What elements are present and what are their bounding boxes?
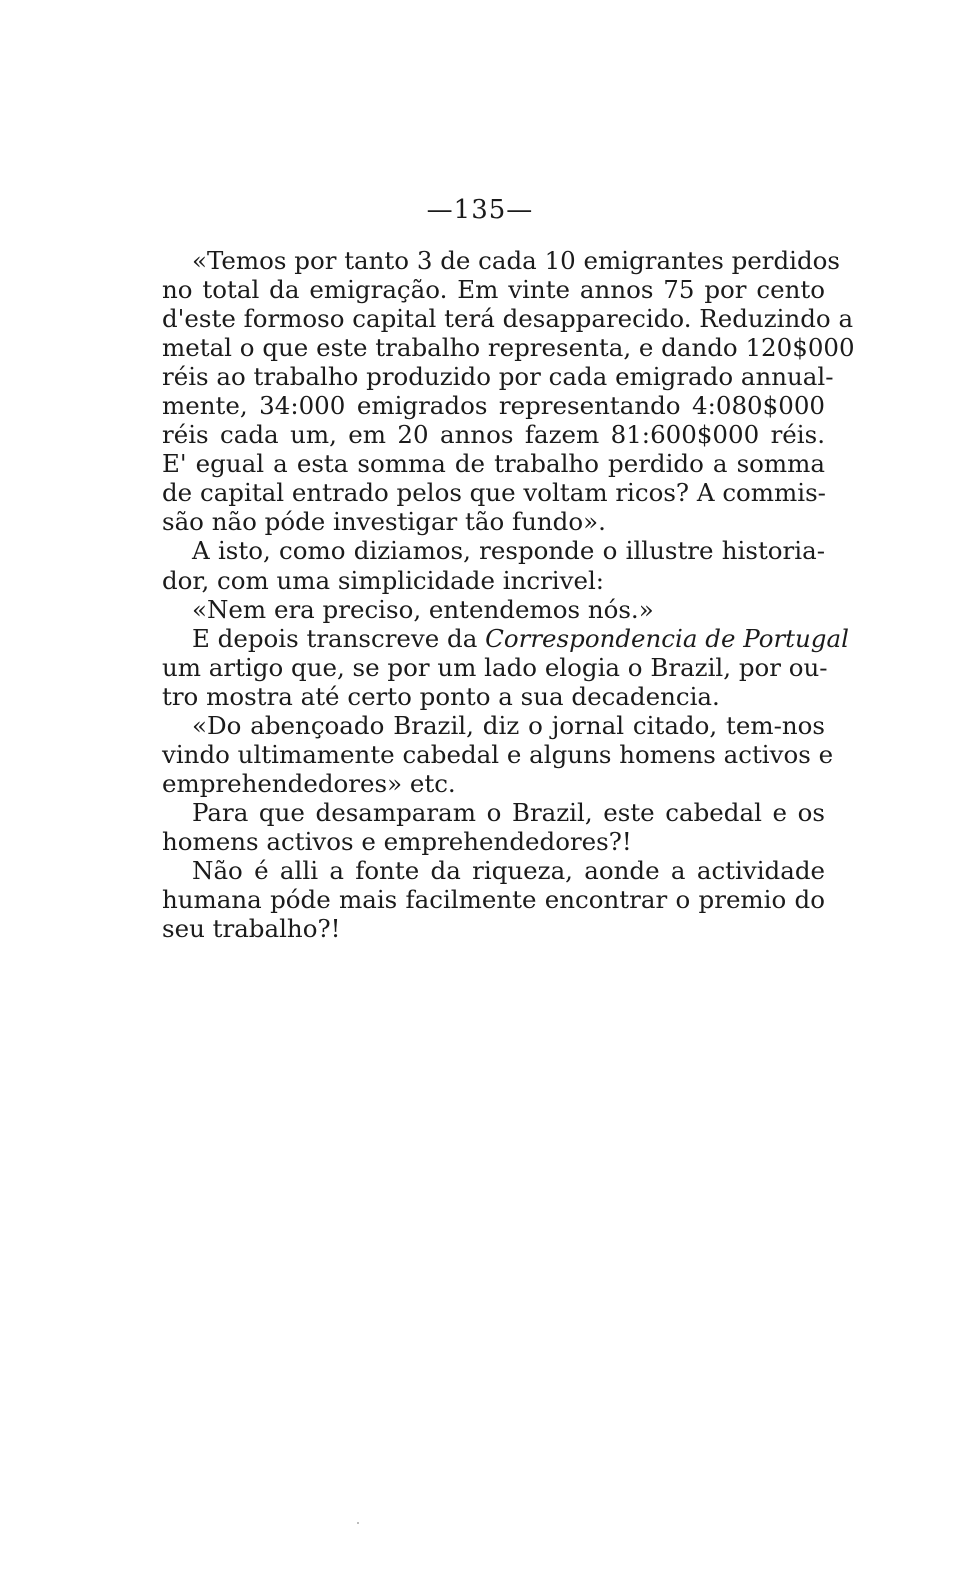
text-segment: E depois transcreve da [192, 623, 486, 653]
text-line: no total da emigração. Em vinte annos 75 por cento [162, 275, 825, 305]
text-line: «Temos por tanto 3 de cada 10 emigrantes perdidos [192, 246, 841, 275]
text-line: emprehendedores» etc. [162, 768, 456, 798]
text-line: são não póde investigar tão fundo». [162, 507, 606, 537]
text-line-with-italic [162, 623, 849, 653]
text-line: dor, com uma simplicidade incrivel: [162, 565, 605, 595]
text-line: homens activos e emprehendedores?! [162, 826, 632, 856]
text-line: vindo ultimamente cabedal e alguns homens activos e [162, 739, 834, 769]
page-number: —135— [426, 195, 534, 225]
text-line: Para que desamparam o Brazil, este cabedal e os [192, 797, 825, 827]
text-line: d'este formoso capital terá desapparecido. Reduzindo a [162, 304, 854, 334]
body-text [162, 246, 855, 944]
text-line: E' egual a esta somma de trabalho perdido a somma [162, 449, 825, 479]
text-line: Não é alli a fonte da riqueza, aonde a actividade [192, 855, 825, 885]
text-line: tro mostra até certo ponto a sua decadencia. [162, 681, 720, 711]
text-line: mente, 34:000 emigrados representando 4:080$000 [162, 391, 825, 421]
paper-speck [357, 1522, 359, 1524]
text-line: humana póde mais facilmente encontrar o premio do [162, 885, 825, 915]
text-line: A isto, como diziamos, responde o illustre historia- [192, 536, 825, 566]
text-line: metal o que este trabalho representa, e dando 120$000 [162, 333, 855, 363]
italic-title: Correspondencia de Portugal [485, 623, 849, 653]
text-line: um artigo que, se por um lado elogia o Brazil, por ou- [162, 652, 828, 682]
text-line: seu trabalho?! [162, 914, 341, 944]
text-line: «Do abençoado Brazil, diz o jornal citado, tem-nos [192, 710, 825, 740]
text-line: «Nem era preciso, entendemos nós.» [192, 594, 654, 624]
text-line: réis ao trabalho produzido por cada emigrado annual- [162, 362, 834, 392]
text-line: réis cada um, em 20 annos fazem 81:600$000 réis. [162, 420, 825, 450]
text-line: de capital entrado pelos que voltam ricos? A commis- [162, 478, 826, 508]
